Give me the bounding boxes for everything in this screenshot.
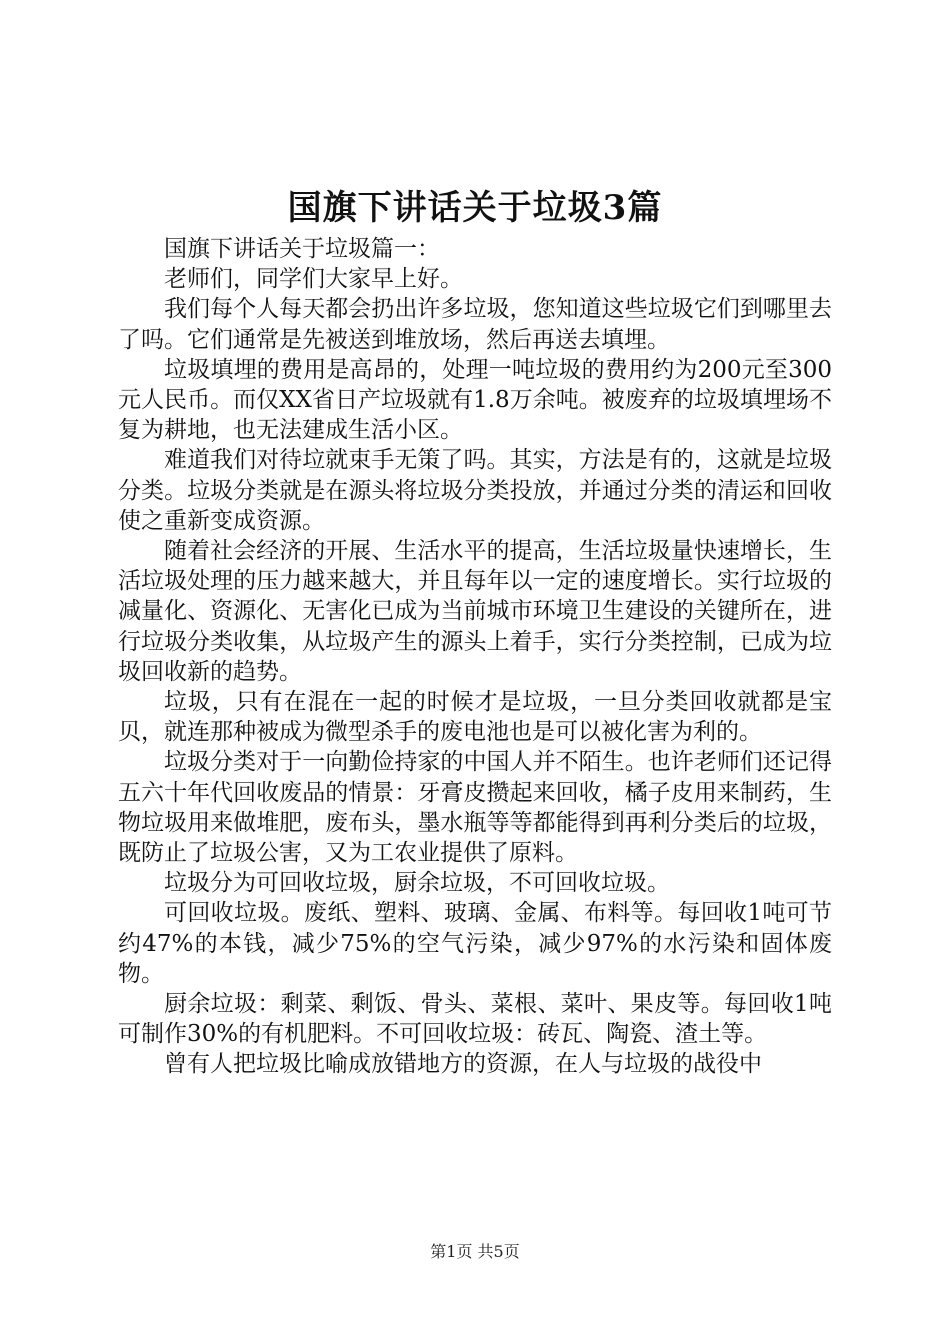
paragraph: 厨余垃圾：剩菜、剩饭、骨头、菜根、菜叶、果皮等。每回收1吨可制作30%的有机肥料。不可回收垃圾：砖瓦、陶瓷、渣土等。 bbox=[118, 991, 832, 1048]
document-body bbox=[118, 234, 832, 1080]
paragraph: 老师们，同学们大家早上好。 bbox=[164, 266, 463, 293]
paragraph: 难道我们对待垃就束手无策了吗。其实，方法是有的，这就是垃圾分类。垃圾分类就是在源头将垃圾分类投放，并通过分类的清运和回收使之重新变成资源。 bbox=[118, 447, 832, 534]
paragraph: 随着社会经济的开展、生活水平的提高，生活垃圾量快速增长，生活垃圾处理的压力越来越大，并且每年以一定的速度增长。实行垃圾的减量化、资源化、无害化已成为当前城市环境卫生建设的关键所在，进行垃圾分类收集，从垃圾产生的源头上着手，实行分类控制，已成为垃圾回收新的趋势。 bbox=[118, 538, 832, 685]
paragraph: 国旗下讲话关于垃圾篇一： bbox=[164, 236, 440, 262]
paragraph: 垃圾，只有在混在一起的时候才是垃圾，一旦分类回收就都是宝贝，就连那种被成为微型杀手的废电池也是可以被化害为利的。 bbox=[118, 689, 832, 746]
paragraph: 垃圾分类对于一向勤俭持家的中国人并不陌生。也许老师们还记得五六十年代回收废品的情景：牙膏皮攒起来回收，橘子皮用来制药，生物垃圾用来做堆肥，废布头，墨水瓶等等都能得到再利分类后的垃圾，既防止了垃圾公害，又为工农业提供了原料。 bbox=[118, 749, 832, 867]
paragraph: 垃圾填埋的费用是高昂的，处理一吨垃圾的费用约为200元至300元人民币。而仅XX省日产垃圾就有1.8万余吨。被废弃的垃圾填埋场不复为耕地，也无法建成生活小区。 bbox=[118, 356, 832, 444]
paragraph: 曾有人把垃圾比喻成放错地方的资源，在人与垃圾的战役中 bbox=[164, 1051, 762, 1078]
document-title: 国旗下讲话关于垃圾3篇 bbox=[287, 188, 663, 228]
paragraph: 可回收垃圾。废纸、塑料、玻璃、金属、布料等。每回收1吨可节约47%的本钱，减少75%的空气污染，减少97%的水污染和固体废物。 bbox=[118, 900, 832, 987]
page-footer: 第1页 共5页 bbox=[430, 1242, 520, 1261]
paragraph: 我们每个人每天都会扔出许多垃圾，您知道这些垃圾它们到哪里去了吗。它们通常是先被送到堆放场，然后再送去填埋。 bbox=[118, 296, 832, 353]
paragraph: 垃圾分为可回收垃圾，厨余垃圾，不可回收垃圾。 bbox=[164, 870, 670, 897]
